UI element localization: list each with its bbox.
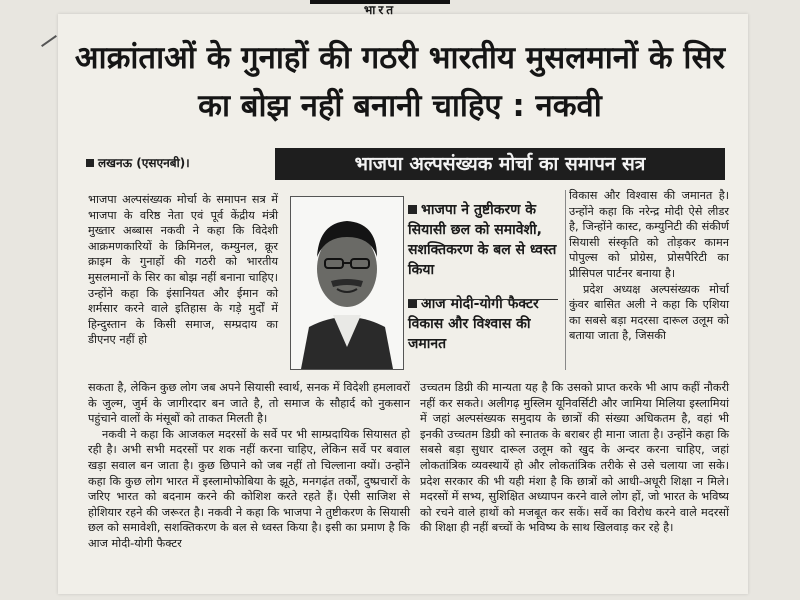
pull-quote-divider	[408, 299, 558, 300]
article-paragraph-full-2: नकवी ने कहा कि आजकल मदरसों के सर्वे पर भी साम्प्रदायिक सियासत हो रही है। अभी सभी मदरसों पर शक नहीं करना चाहिए, लेकिन सर्वे पर बवाल खड़ा सवाल बन जाता है। कुछ छिपाने को जब नहीं तो चिल्लाना क्यों। उन्होंने कहा कि कुछ लोग भारत में इस्लामोफोबिया के झूठे, मनगढ़ंत तर्कों, दुष्प्रचारों के जरिए भारत को बदनाम करने की कोशिश करते रहते हैं। ऐसी साजिश से होशियार रहने की जरूरत है। नकवी ने कहा कि भाजपा ने तुष्टीकरण के सियासी छल को समावेशी, सशक्तिकरण के बल से ध्वस्त किया है। इसी का प्रमाण है कि आज मोदी-योगी फैक्टर	[88, 427, 410, 550]
pull-quote-bullet-icon	[408, 205, 417, 214]
pull-quote-1-text: भाजपा ने तुष्टीकरण के सियासी छल को समावेशी, सशक्तिकरण के बल से ध्वस्त किया	[408, 202, 557, 278]
portrait-image	[291, 197, 403, 369]
article-column-1	[88, 192, 278, 348]
article-column-3	[569, 188, 729, 344]
page-mark	[41, 35, 57, 47]
article-paragraph-full-1: सकता है, लेकिन कुछ लोग जब अपने सियासी स्वार्थ, सनक में विदेशी हमलावरों के जुल्म, जुर्म के जागीरदार बन जाते है, तो समाज के सौहार्द को नुकसान पहुंचाने वालों के मंसूबों को ताकत मिलती है।	[88, 381, 410, 426]
dateline-bullet-icon	[86, 159, 94, 167]
pull-quote-bullet-icon	[408, 299, 417, 308]
dateline-text: लखनऊ (एसएनबी)।	[98, 156, 190, 170]
pull-quote-2-text: आज मोदी-योगी फैक्टर विकास और विश्वास की जमानत	[408, 296, 539, 352]
article-paragraph-3b: प्रदेश अध्यक्ष अल्पसंख्यक मोर्चा कुंवर बासित अली ने कहा कि एशिया का सबसे बड़ा मदरसा दारूल उलूम को बताया जाता है, जिसकी	[569, 282, 729, 343]
article-paragraph-4: उच्चतम डिग्री की मान्यता यह है कि उसको प्राप्त करके भी आप कहीं नौकरी नहीं कर सकते। अलीगढ़ मुस्लिम यूनिवर्सिटी और जामिया मिलिया इस्लामियां में जहां अल्पसंख्यक समुदाय के छात्रों की संख्या अधिकतम है, वहां भी इनकी उच्चतम डिग्री को स्नातक के बराबर ही माना जाता है। उन्होंने कहा कि सबसे बड़ा सुधार दारूल उलूम को खुद के अन्दर करना चाहिए, जहां लोकतांत्रिक व्यवस्थायें हो और लोकतांत्रिक तरीके से उसे चलाया जा सके। प्रदेश सरकार की भी यही मंशा है कि छात्रों को आधी-अधूरी शिक्षा न मिले। मदरसों में सभ्य, सुशिक्षित अध्यापन करने वाले लोग हों, जो भारत के भविष्य को रचने वाले हाथों को मजबूत कर सकें। सर्वे का विरोध करने वाले मदरसों की शिक्षा ही नहीं बच्चों के भविष्य के साथ खिलवाड़ कर रहे है।	[420, 381, 729, 535]
article-paragraph-3a: विकास और विश्वास की जमानत है। उन्होंने कहा कि नरेन्द्र मोदी ऐसे लीडर है, जिन्होंने कास्ट, कम्युनिटी की संकीर्ण सियासी संस्कृति को तोड़कर कामन पोपुल्स को प्रोग्रेस, प्रोसपैरिटी का प्रीसिपल पार्टनर बनाया है।	[569, 189, 729, 280]
headline: आक्रांताओं के गुनाहों की गठरी भारतीय मुसलमानों के सिर का बोझ नहीं बनानी चाहिए : नकवी	[74, 40, 726, 124]
article-column-4	[420, 380, 729, 536]
section-banner: भाजपा अल्पसंख्यक मोर्चा का समापन सत्र	[275, 148, 725, 180]
pull-quote-2	[408, 294, 558, 354]
article-column-2	[88, 380, 410, 552]
article-paragraph-1: भाजपा अल्पसंख्यक मोर्चा के समापन सत्र में भाजपा के वरिष्ठ नेता एवं पूर्व केंद्रीय मंत्री मुख्तार अब्बास नकवी ने कहा कि विदेशी आक्रमणकारियों के क्रिमिनल, कम्युनल, क्रूर क्राइम के गुनाहों की गठरी को भारतीय मुसलमानों के सिर का बोझ नहीं बनाना चाहिए। उन्होंने कहा कि इंसानियत और ईमान को शर्मसार करने वाले इतिहास के गड़े मुर्दों में हिन्दुस्तान के किसी समाज, सम्प्रदाय का डीएनए नहीं हो	[88, 193, 278, 347]
pull-quotes	[408, 200, 558, 354]
pull-quote-1	[408, 200, 558, 280]
portrait-photo	[290, 196, 404, 370]
column-divider	[565, 190, 566, 370]
masthead-fragment: भारत	[310, 0, 450, 20]
dateline	[86, 154, 190, 171]
